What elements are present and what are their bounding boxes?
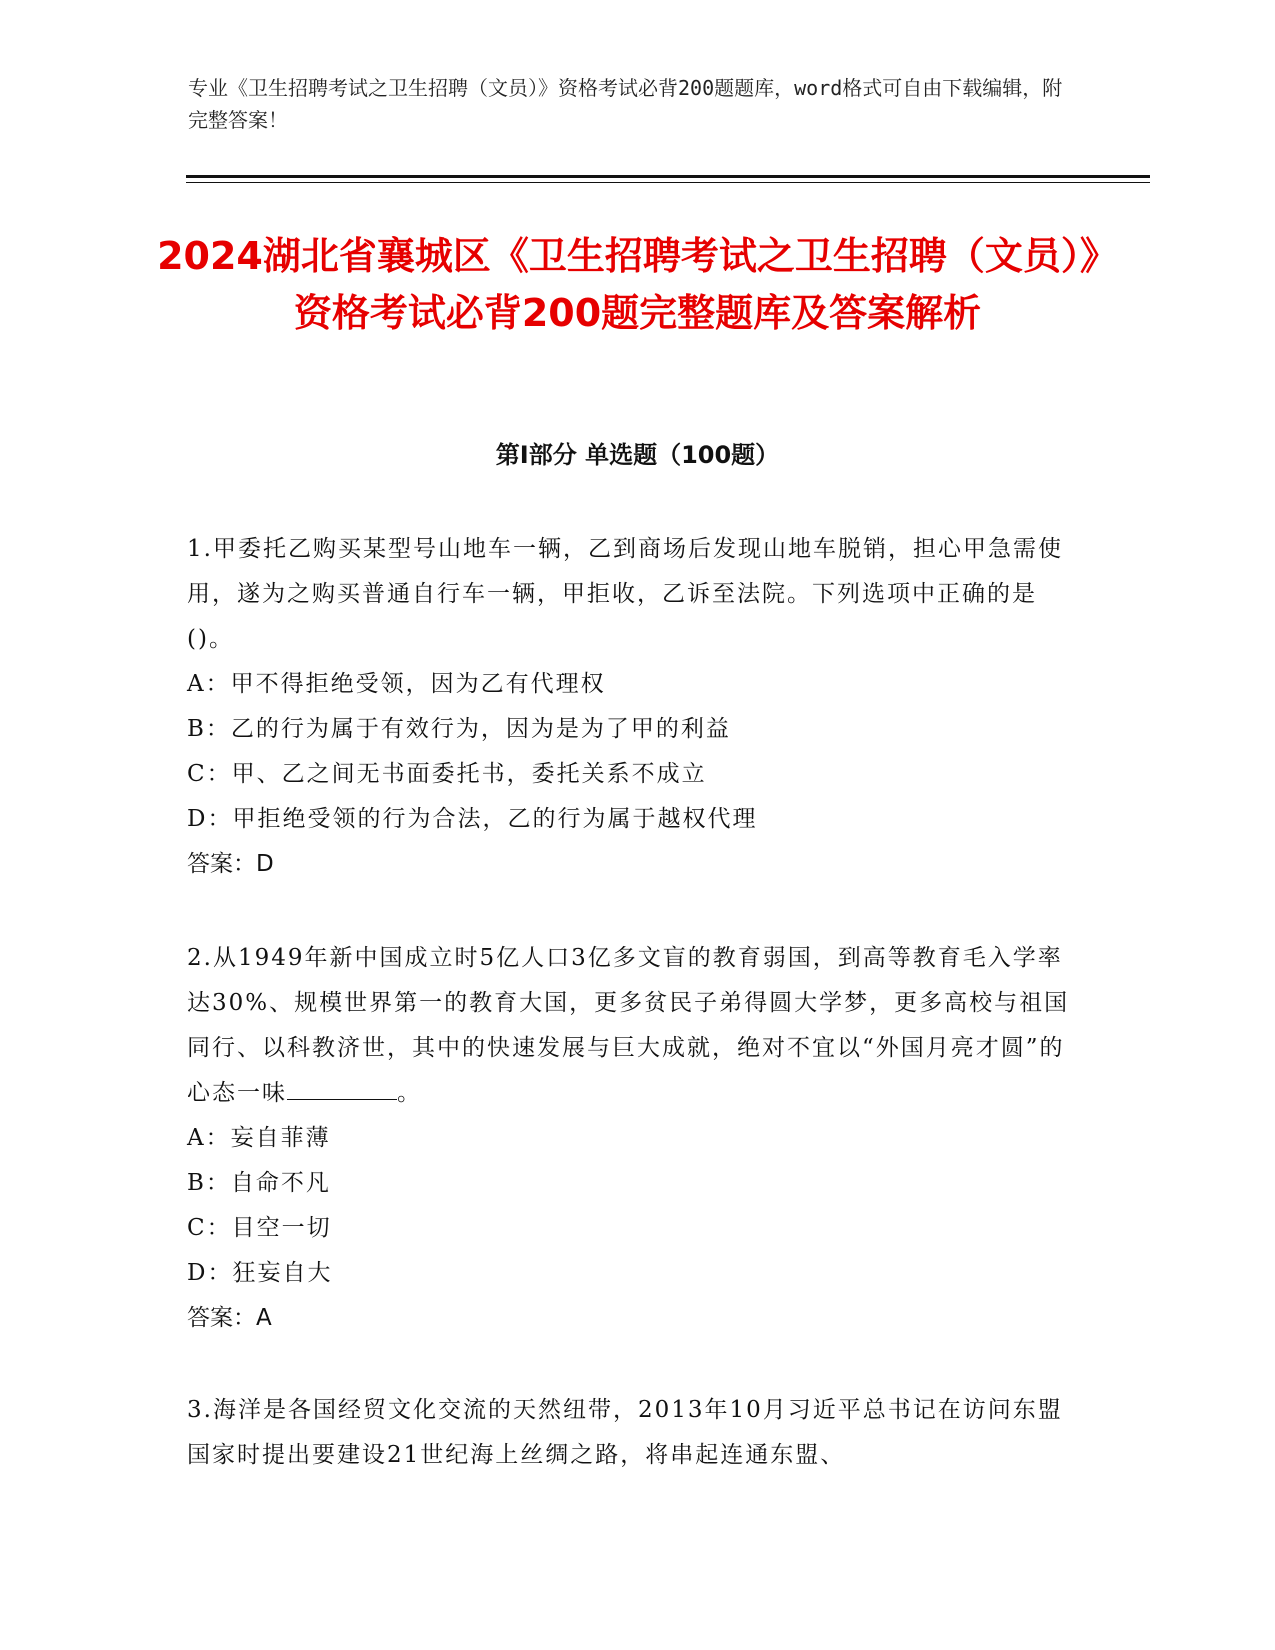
option-c: C：目空一切 (187, 1215, 332, 1241)
question-stem-text: 2.从1949年新中国成立时5亿人口3亿多文盲的教育弱国，到高等教育毛入学率达30%、规模世界第一的教育大国，更多贫民子弟得圆大学梦，更多高校与祖国同行、以科教济世，其中的快速发展与巨大成就，绝对不宜以“外国月亮才圆”的心态一味 (187, 945, 1070, 1106)
header-rule-thin (186, 182, 1150, 183)
answer: 答案：D (187, 851, 274, 877)
option-d: D：甲拒绝受领的行为合法，乙的行为属于越权代理 (187, 806, 758, 832)
option-b: B：乙的行为属于有效行为，因为是为了甲的利益 (187, 716, 731, 742)
option-a: A：妄自菲薄 (187, 1125, 331, 1151)
document-title: 2024湖北省襄城区《卫生招聘考试之卫生招聘（文员）》资格考试必背200题完整题库及答案解析 (157, 234, 1118, 335)
question-2 (187, 936, 1082, 1341)
question-stem: 1.甲委托乙购买某型号山地车一辆，乙到商场后发现山地车脱销，担心甲急需使用，遂为之购买普通自行车一辆，甲拒收，乙诉至法院。下列选项中正确的是()。 (187, 536, 1063, 652)
header-note: 专业《卫生招聘考试之卫生招聘（文员）》资格考试必背200题题库，word格式可自由下载编辑，附完整答案！ (188, 76, 1063, 132)
answer: 答案：A (187, 1305, 272, 1331)
option-a: A：甲不得拒绝受领，因为乙有代理权 (187, 671, 606, 697)
question-stem-end: 。 (397, 1080, 422, 1106)
question-stem (187, 936, 1082, 1116)
option-b: B：自命不凡 (187, 1170, 331, 1196)
fill-blank (287, 1079, 397, 1100)
question-1 (187, 527, 1082, 887)
question-stem: 3.海洋是各国经贸文化交流的天然纽带，2013年10月习近平总书记在访问东盟国家时提出要建设21世纪海上丝绸之路，将串起连通东盟、 (187, 1397, 1063, 1468)
question-3 (187, 1388, 1082, 1478)
option-c: C：甲、乙之间无书面委托书，委托关系不成立 (187, 761, 707, 787)
header-rule-thick (186, 175, 1150, 178)
option-d: D：狂妄自大 (187, 1260, 333, 1286)
section-heading: 第Ⅰ部分 单选题（100题） (495, 441, 780, 469)
